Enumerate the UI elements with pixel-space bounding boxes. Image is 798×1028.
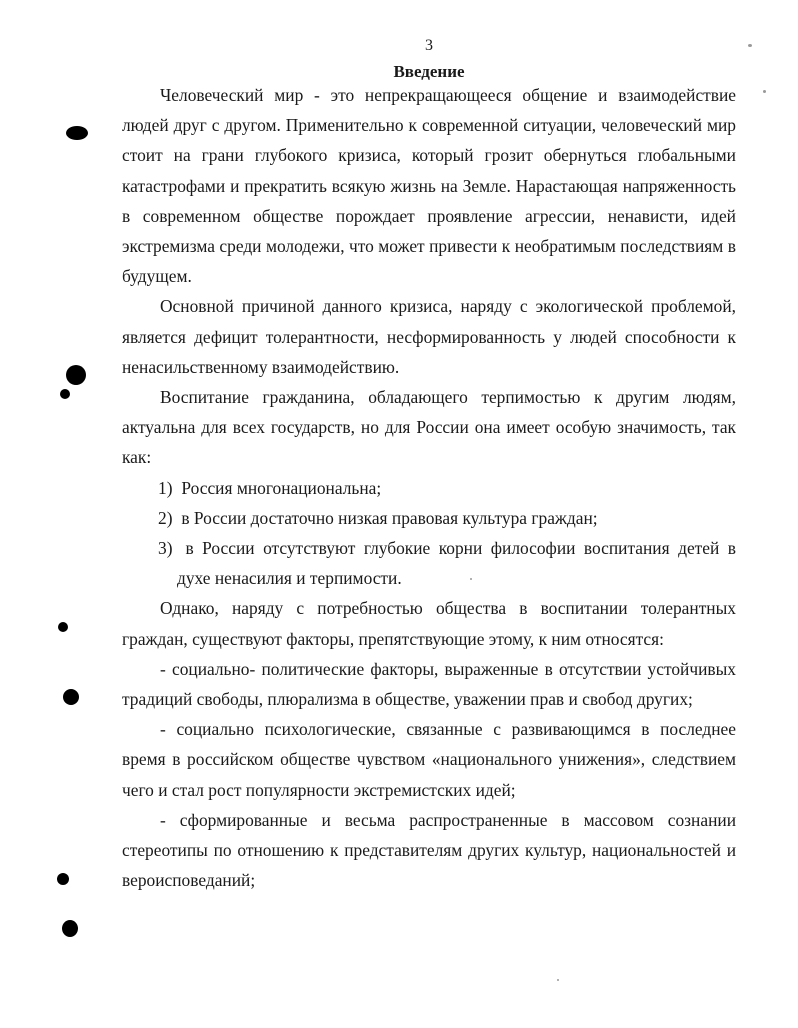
factors-list: [122, 654, 736, 896]
punch-hole-mark: [63, 689, 79, 705]
list-item-text: в России отсутствуют глубокие корни философии воспитания детей в духе ненасилия и терпимости.: [177, 538, 736, 589]
punch-hole-mark: [58, 622, 68, 632]
list-item-number: 1): [158, 477, 173, 498]
reasons-list: [122, 473, 736, 594]
punch-hole-mark: [66, 126, 88, 140]
factor-item: - сформированные и весьма распространенные в массовом сознании стереотипы по отношению к представителям других культур, национальностей и вероисповеданий;: [122, 809, 736, 891]
paragraph-citizen-education: Воспитание гражданина, обладающего терпимостью к другим людям, актуальна для всех государств, но для России она имеет особую значимость, так как:: [122, 387, 736, 468]
factor-item: - социально- политические факторы, выраженные в отсутствии устойчивых традиций свободы, плюрализма в обществе, уважении прав и свобод других;: [122, 658, 736, 710]
punch-hole-mark: [60, 389, 70, 399]
list-item: [122, 533, 736, 593]
paragraph-intro: Человеческий мир - это непрекращающееся общение и взаимодействие людей друг с другом. Применительно к современной ситуации, человеческий мир стоит на грани глубокого кризиса, который грозит обернуться глобальными катастрофами и прекратить всякую жизнь на Земле. Нарастающая напряженность в современном обществе порождает проявление агрессии, ненависти, идей экстремизма среди молодежи, что может привести к необратимым последствиям в будущем.: [122, 85, 736, 287]
list-item-text: в России достаточно низкая правовая культура граждан;: [181, 507, 598, 528]
factor-item: - социально психологические, связанные с развивающимся в последнее время в российском обществе чувством «национального унижения», следствием чего и стал рост популярности экстремистских идей;: [122, 719, 736, 800]
list-item-number: 2): [158, 507, 173, 528]
scan-speck: [763, 90, 766, 93]
list-item: [122, 473, 736, 503]
list-item: [122, 503, 736, 533]
list-item-number: 3): [158, 538, 173, 559]
scan-speck: [557, 979, 559, 981]
paragraph-obstacles: Однако, наряду с потребностью общества в воспитании толерантных граждан, существуют факторы, препятствующие этому, к ним относятся:: [122, 598, 736, 649]
punch-hole-mark: [57, 873, 69, 885]
punch-hole-mark: [62, 920, 78, 937]
document-body: [122, 80, 736, 895]
page-title: Введение: [393, 62, 465, 81]
paragraph-crisis-cause: Основной причиной данного кризиса, наряду с экологической проблемой, является дефицит толерантности, несформированность у людей способности к ненасильственному взаимодействию.: [122, 296, 736, 377]
list-item-text: Россия многонациональна;: [181, 477, 382, 498]
punch-hole-mark: [66, 365, 86, 385]
page-number: 3: [425, 37, 433, 54]
